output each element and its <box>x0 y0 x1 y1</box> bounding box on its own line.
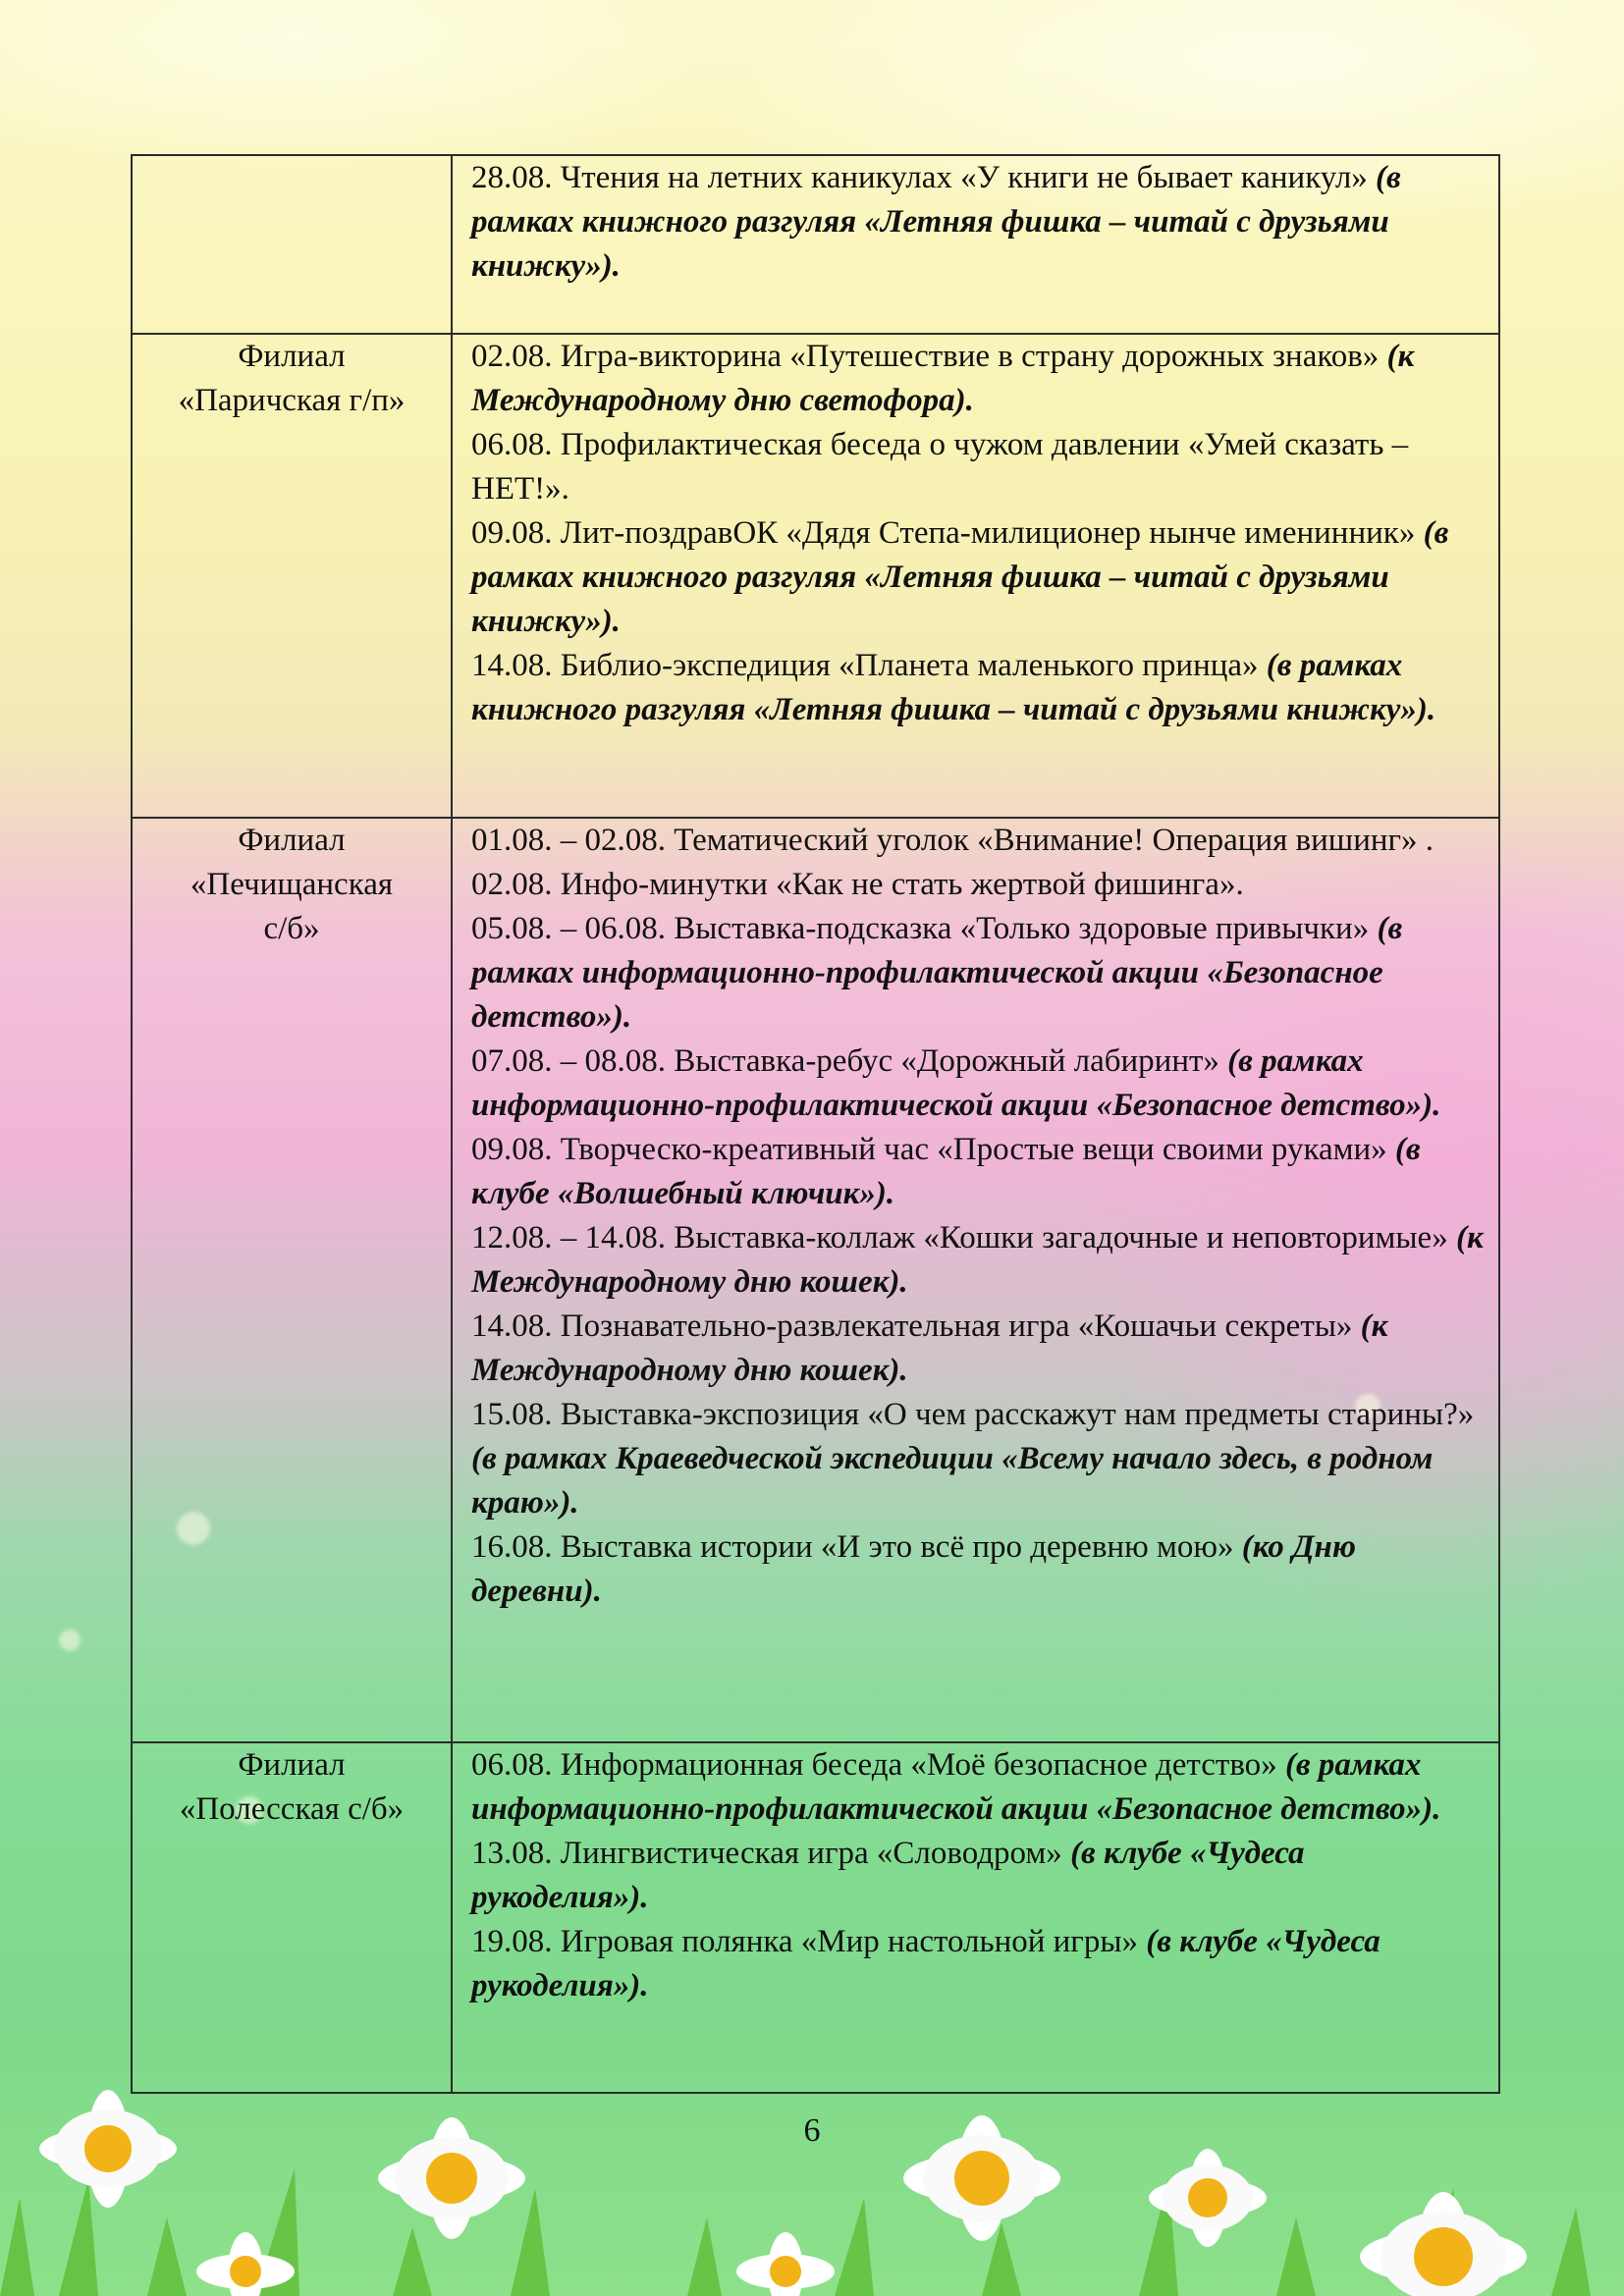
event-item: 07.08. – 08.08. Выставка-ребус «Дорожный лабиринт» (в рамках информационно-профилактической акции «Безопасное детство»). <box>471 1043 1441 1123</box>
events-cell <box>452 155 1499 334</box>
event-item: 14.08. Библио-экспедиция «Планета маленького принца» (в рамках книжного разгуляя «Летняя фишка – читай с друзьями книжку»). <box>471 648 1436 727</box>
bokeh-light <box>59 1629 81 1651</box>
event-item: 01.08. – 02.08. Тематический уголок «Внимание! Операция вишинг» . <box>471 823 1435 858</box>
table-row <box>132 818 1499 1742</box>
branch-cell <box>132 334 452 818</box>
table-row <box>132 334 1499 818</box>
event-item: 12.08. – 14.08. Выставка-коллаж «Кошки загадочные и неповторимые» (к Международному дню кошек). <box>471 1220 1484 1300</box>
event-item: 15.08. Выставка-экспозиция «О чем расскажут нам предметы старины?» (в рамках Краеведческой экспедиции «Всему начало здесь, в родном краю»). <box>471 1397 1475 1521</box>
events-cell <box>452 818 1499 1742</box>
branch-cell <box>132 1742 452 2093</box>
event-item: 02.08. Игра-викторина «Путешествие в страну дорожных знаков» (к Международному дню светофора). <box>471 339 1415 418</box>
events-cell <box>452 1742 1499 2093</box>
events-cell <box>452 334 1499 818</box>
daisy-flowers-decoration <box>0 2051 1624 2296</box>
event-item: 19.08. Игровая полянка «Мир настольной игры» (в клубе «Чудеса рукоделия»). <box>471 1924 1380 2003</box>
event-item: 16.08. Выставка истории «И это всё про деревню мою» (ко Дню деревни). <box>471 1529 1356 1609</box>
event-item: 09.08. Творческо-креативный час «Простые вещи своими руками» (в клубе «Волшебный ключик»). <box>471 1132 1421 1211</box>
branch-cell <box>132 155 452 334</box>
event-item: 05.08. – 06.08. Выставка-подсказка «Только здоровые привычки» (в рамках информационно-профилактической акции «Безопасное детство»). <box>471 911 1403 1035</box>
table-row <box>132 1742 1499 2093</box>
branch-name: Филиал «Паричская г/п» <box>178 339 406 418</box>
branch-cell <box>132 818 452 1742</box>
event-item: 09.08. Лит-поздравОК «Дядя Степа-милиционер нынче именинник» (в рамках книжного разгуляя «Летняя фишка – читай с друзьями книжку»). <box>471 515 1449 639</box>
event-item: 06.08. Профилактическая беседа о чужом давлении «Умей сказать – НЕТ!». <box>471 427 1409 507</box>
event-item: 13.08. Лингвистическая игра «Словодром» (в клубе «Чудеса рукоделия»). <box>471 1836 1305 1915</box>
event-item: 28.08. Чтения на летних каникулах «У книги не бывает каникул» (в рамках книжного разгуляя «Летняя фишка – читай с друзьями книжку»). <box>471 160 1401 284</box>
event-item: 14.08. Познавательно-развлекательная игра «Кошачьи секреты» (к Международному дню кошек). <box>471 1308 1388 1388</box>
branch-name: Филиал «Печищанская с/б» <box>189 823 394 946</box>
event-item: 06.08. Информационная беседа «Моё безопасное детство» (в рамках информационно-профилактической акции «Безопасное детство»). <box>471 1747 1441 1827</box>
table-row <box>132 155 1499 334</box>
schedule-table <box>131 154 1500 2094</box>
event-item: 02.08. Инфо-минутки «Как не стать жертвой фишинга». <box>471 867 1244 902</box>
branch-name: Филиал «Полесская с/б» <box>179 1747 405 1827</box>
page-number: 6 <box>803 2112 821 2149</box>
